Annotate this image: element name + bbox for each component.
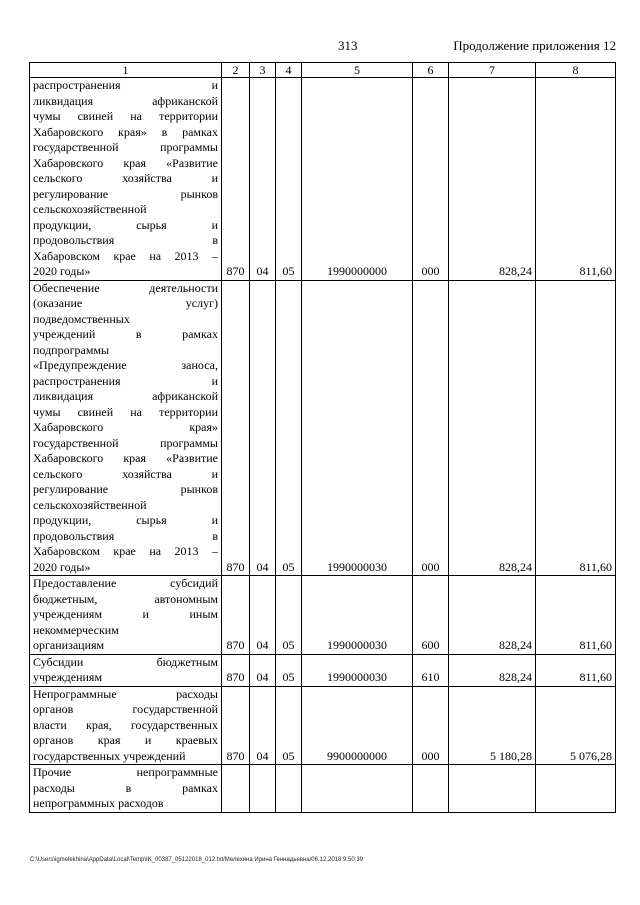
- description-line: 2020 годы»: [33, 559, 91, 574]
- column-header: 1: [30, 63, 222, 78]
- section-cell: 04: [250, 686, 276, 765]
- target-item-cell: 9900000000: [302, 686, 413, 765]
- description-line: чумы свиней на территории: [33, 109, 218, 123]
- description-line: Хабаровского края» в рамках: [33, 124, 218, 139]
- amount-cell: 811,60: [536, 78, 616, 281]
- description-line: учреждениям и иным: [33, 607, 218, 621]
- expense-type-cell: 600: [413, 576, 449, 655]
- description-line: ликвидация африканской: [33, 389, 218, 403]
- row-description: [30, 576, 222, 655]
- amount-cell: 828,24: [449, 78, 536, 281]
- section-cell: 04: [250, 78, 276, 281]
- table-row: [30, 686, 616, 765]
- row-description: [30, 78, 222, 281]
- expense-type-cell: [413, 765, 449, 813]
- section-cell: 04: [250, 280, 276, 576]
- description-line: государственных учреждений: [33, 748, 186, 763]
- amount-cell: 5 180,28: [449, 686, 536, 765]
- description-line: регулирование рынков: [33, 186, 218, 201]
- code-cell: 870: [222, 654, 250, 686]
- subsection-cell: 05: [276, 576, 302, 655]
- code-cell: 870: [222, 280, 250, 576]
- budget-table: [29, 62, 616, 813]
- continuation-label: Продолжение приложения 12: [453, 38, 616, 53]
- amount-cell: 811,60: [536, 576, 616, 655]
- table-row: [30, 280, 616, 576]
- amount-cell: [536, 765, 616, 813]
- code-cell: 870: [222, 576, 250, 655]
- table-row: [30, 654, 616, 686]
- description-line: государственной программы: [33, 435, 218, 450]
- description-line: Прочие непрограммные: [33, 765, 218, 779]
- column-header: 7: [449, 63, 536, 78]
- row-description: [30, 280, 222, 576]
- description-line: Хабаровского края»: [33, 420, 218, 434]
- description-line: организациям: [33, 638, 105, 652]
- row-description: [30, 765, 222, 813]
- description-line: бюджетным, автономным: [33, 591, 218, 606]
- amount-cell: 811,60: [536, 280, 616, 576]
- column-header: 6: [413, 63, 449, 78]
- column-header: 3: [250, 63, 276, 78]
- table-row: [30, 576, 616, 655]
- column-header: 2: [222, 63, 250, 78]
- description-line: 2020 годы»: [33, 264, 91, 278]
- subsection-cell: [276, 765, 302, 813]
- description-line: органов государственной: [33, 702, 218, 716]
- description-line: органов края и краевых: [33, 733, 218, 747]
- description-line: непрограммных расходов: [33, 796, 164, 810]
- description-line: сельскохозяйственной: [33, 497, 147, 512]
- amount-cell: 828,24: [449, 280, 536, 576]
- expense-type-cell: 610: [413, 654, 449, 686]
- description-line: сельского хозяйства и: [33, 466, 218, 481]
- target-item-cell: [302, 765, 413, 813]
- column-header: 5: [302, 63, 413, 78]
- description-line: регулирование рынков: [33, 482, 218, 496]
- description-line: «Предупреждение заноса,: [33, 358, 218, 372]
- column-header: 4: [276, 63, 302, 78]
- subsection-cell: 05: [276, 686, 302, 765]
- description-line: Хабаровском крае на 2013 –: [33, 248, 218, 263]
- expense-type-cell: 000: [413, 686, 449, 765]
- description-line: продовольствия в: [33, 233, 218, 247]
- description-line: Предоставление субсидий: [33, 576, 218, 590]
- row-description: [30, 686, 222, 765]
- file-path-footer: C:\Users\igmelekhina\AppData\Local\Temp\IK_00387_05122018_012.txt/Мелехина Ирина Геннадьевна/06.12.2018 9:50:39: [30, 857, 364, 863]
- header-row: [30, 63, 616, 78]
- code-cell: [222, 765, 250, 813]
- description-line: Хабаровского края «Развитие: [33, 451, 218, 465]
- amount-cell: 5 076,28: [536, 686, 616, 765]
- description-line: Непрограммные расходы: [33, 686, 218, 701]
- amount-cell: 811,60: [536, 654, 616, 686]
- description-line: продовольствия в: [33, 528, 218, 543]
- description-line: государственной программы: [33, 140, 218, 154]
- amount-cell: [449, 765, 536, 813]
- subsection-cell: 05: [276, 78, 302, 281]
- code-cell: 870: [222, 686, 250, 765]
- description-line: Обеспечение деятельности: [33, 280, 218, 295]
- description-line: подпрограммы: [33, 342, 110, 357]
- amount-cell: 828,24: [449, 576, 536, 655]
- description-line: распространения и: [33, 78, 218, 92]
- row-description: [30, 654, 222, 686]
- description-line: чумы свиней на территории: [33, 404, 218, 419]
- target-item-cell: 1990000030: [302, 576, 413, 655]
- description-line: некоммерческим: [33, 622, 119, 637]
- page-number: 313: [338, 38, 358, 53]
- description-line: Хабаровском крае на 2013 –: [33, 544, 218, 558]
- target-item-cell: 1990000030: [302, 280, 413, 576]
- section-cell: 04: [250, 576, 276, 655]
- description-line: продукции, сырья и: [33, 513, 218, 527]
- description-line: Хабаровского края «Развитие: [33, 155, 218, 170]
- target-item-cell: 1990000030: [302, 654, 413, 686]
- description-line: подведомственных: [33, 311, 130, 326]
- description-line: власти края, государственных: [33, 717, 218, 732]
- description-line: расходы в рамках: [33, 780, 218, 795]
- code-cell: 870: [222, 78, 250, 281]
- table-row: [30, 78, 616, 281]
- description-line: учреждений в рамках: [33, 327, 218, 341]
- section-cell: 04: [250, 654, 276, 686]
- description-line: продукции, сырья и: [33, 217, 218, 232]
- target-item-cell: 1990000000: [302, 78, 413, 281]
- expense-type-cell: 000: [413, 280, 449, 576]
- subsection-cell: 05: [276, 280, 302, 576]
- description-line: сельского хозяйства и: [33, 171, 218, 185]
- expense-type-cell: 000: [413, 78, 449, 281]
- subsection-cell: 05: [276, 654, 302, 686]
- column-header: 8: [536, 63, 616, 78]
- description-line: учреждениям: [33, 670, 103, 684]
- description-line: ликвидация африканской: [33, 93, 218, 108]
- description-line: Субсидии бюджетным: [33, 654, 218, 669]
- description-line: (оказание услуг): [33, 296, 218, 310]
- description-line: распространения и: [33, 373, 218, 388]
- amount-cell: 828,24: [449, 654, 536, 686]
- description-line: сельскохозяйственной: [33, 202, 147, 216]
- section-cell: [250, 765, 276, 813]
- table-row: [30, 765, 616, 813]
